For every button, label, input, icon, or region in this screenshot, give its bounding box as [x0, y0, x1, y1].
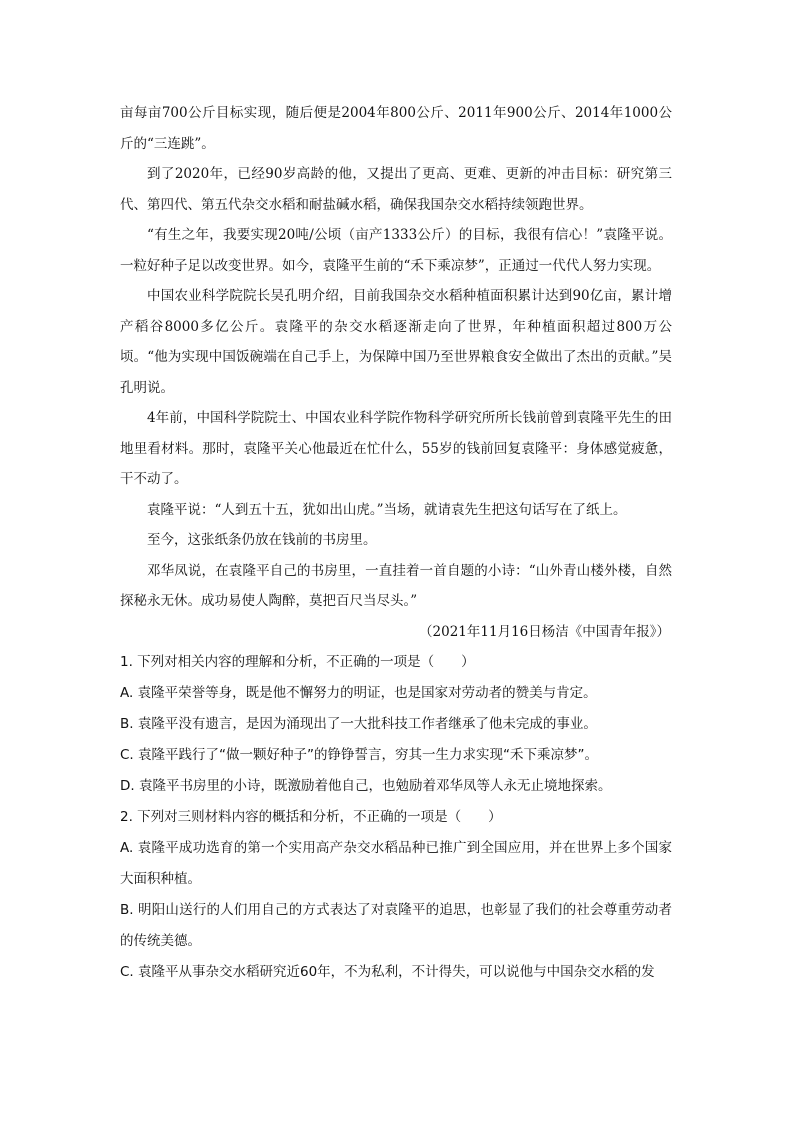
question-stem: 2. 下列对三则材料内容的概括和分析，不正确的一项是（ ）	[120, 809, 502, 825]
article-paragraph: 到了2020年，已经90岁高龄的他，又提出了更高、更难、更新的冲击目标：研究第三代、第四代、第五代杂交水稻和耐盐碱水稻，确保我国杂交水稻持续领跑世界。	[120, 166, 672, 213]
article-paragraph: 邓华凤说，在袁隆平自己的书房里，一直挂着一首自题的小诗：“山外青山楼外楼，自然探秘永无休。成功易使人陶醉，莫把百尺当尽头。”	[120, 562, 672, 609]
article-paragraph: 中国农业科学院院长吴孔明介绍，目前我国杂交水稻种植面积累计达到90亿亩，累计增产稻谷8000多亿公斤。袁隆平的杂交水稻逐渐走向了世界，年种植面积超过800万公顷。“他为实现中国饭碗端在自己手上，为保障中国乃至世界粮食安全做出了杰出的贡献。”吴孔明说。	[120, 288, 672, 396]
article-paragraph: 袁隆平说：“人到五十五，犹如出山虎。”当场，就请袁先生把这句话写在了纸上。	[147, 501, 627, 518]
question-stem: 1. 下列对相关内容的理解和分析，不正确的一项是（ ）	[120, 654, 475, 670]
question-option: C. 袁隆平从事杂交水稻研究近60年，不为私利，不计得失，可以说他与中国杂交水稻的发	[120, 964, 655, 980]
article-paragraph: “有生之年，我要实现20吨/公顷（亩产1333公斤）的目标，我很有信心！”袁隆平说。一粒好种子足以改变世界。如今，袁隆平生前的“禾下乘凉梦”，正通过一代代人努力实现。	[120, 227, 672, 274]
question-option: C. 袁隆平践行了“做一颗好种子”的铮铮誓言，穷其一生力求实现“禾下乘凉梦”。	[120, 747, 598, 763]
question-list	[120, 647, 672, 988]
question-option: D. 袁隆平书房里的小诗，既激励着他自己，也勉励着邓华凤等人永无止境地探索。	[120, 778, 612, 794]
article-paragraph: 亩每亩700公斤目标实现，随后便是2004年800公斤、2011年900公斤、2014年1000公斤的“三连跳”。	[120, 105, 672, 152]
question-option: B. 袁隆平没有遗言，是因为涌现出了一大批科技工作者继承了他未完成的事业。	[120, 716, 597, 732]
article-paragraph: 4年前，中国科学院院士、中国农业科学院作物科学研究所所长钱前曾到袁隆平先生的田地里看材料。那时，袁隆平关心他最近在忙什么，55岁的钱前回复袁隆平：身体感觉疲惫，干不动了。	[120, 410, 672, 487]
question-option: B. 明阳山送行的人们用自己的方式表达了对袁隆平的追思，也彰显了我们的社会尊重劳动者的传统美德。	[120, 902, 672, 949]
article-source: （2021年11月16日杨洁《中国青年报》）	[419, 623, 670, 640]
article-paragraph: 至今，这张纸条仍放在钱前的书房里。	[147, 532, 377, 548]
question-option: A. 袁隆平成功选育的第一个实用高产杂交水稻品种已推广到全国应用，并在世界上多个国家大面积种植。	[120, 840, 672, 887]
article-body	[120, 98, 672, 647]
question-option: A. 袁隆平荣誉等身，既是他不懈努力的明证，也是国家对劳动者的赞美与肯定。	[120, 685, 597, 701]
